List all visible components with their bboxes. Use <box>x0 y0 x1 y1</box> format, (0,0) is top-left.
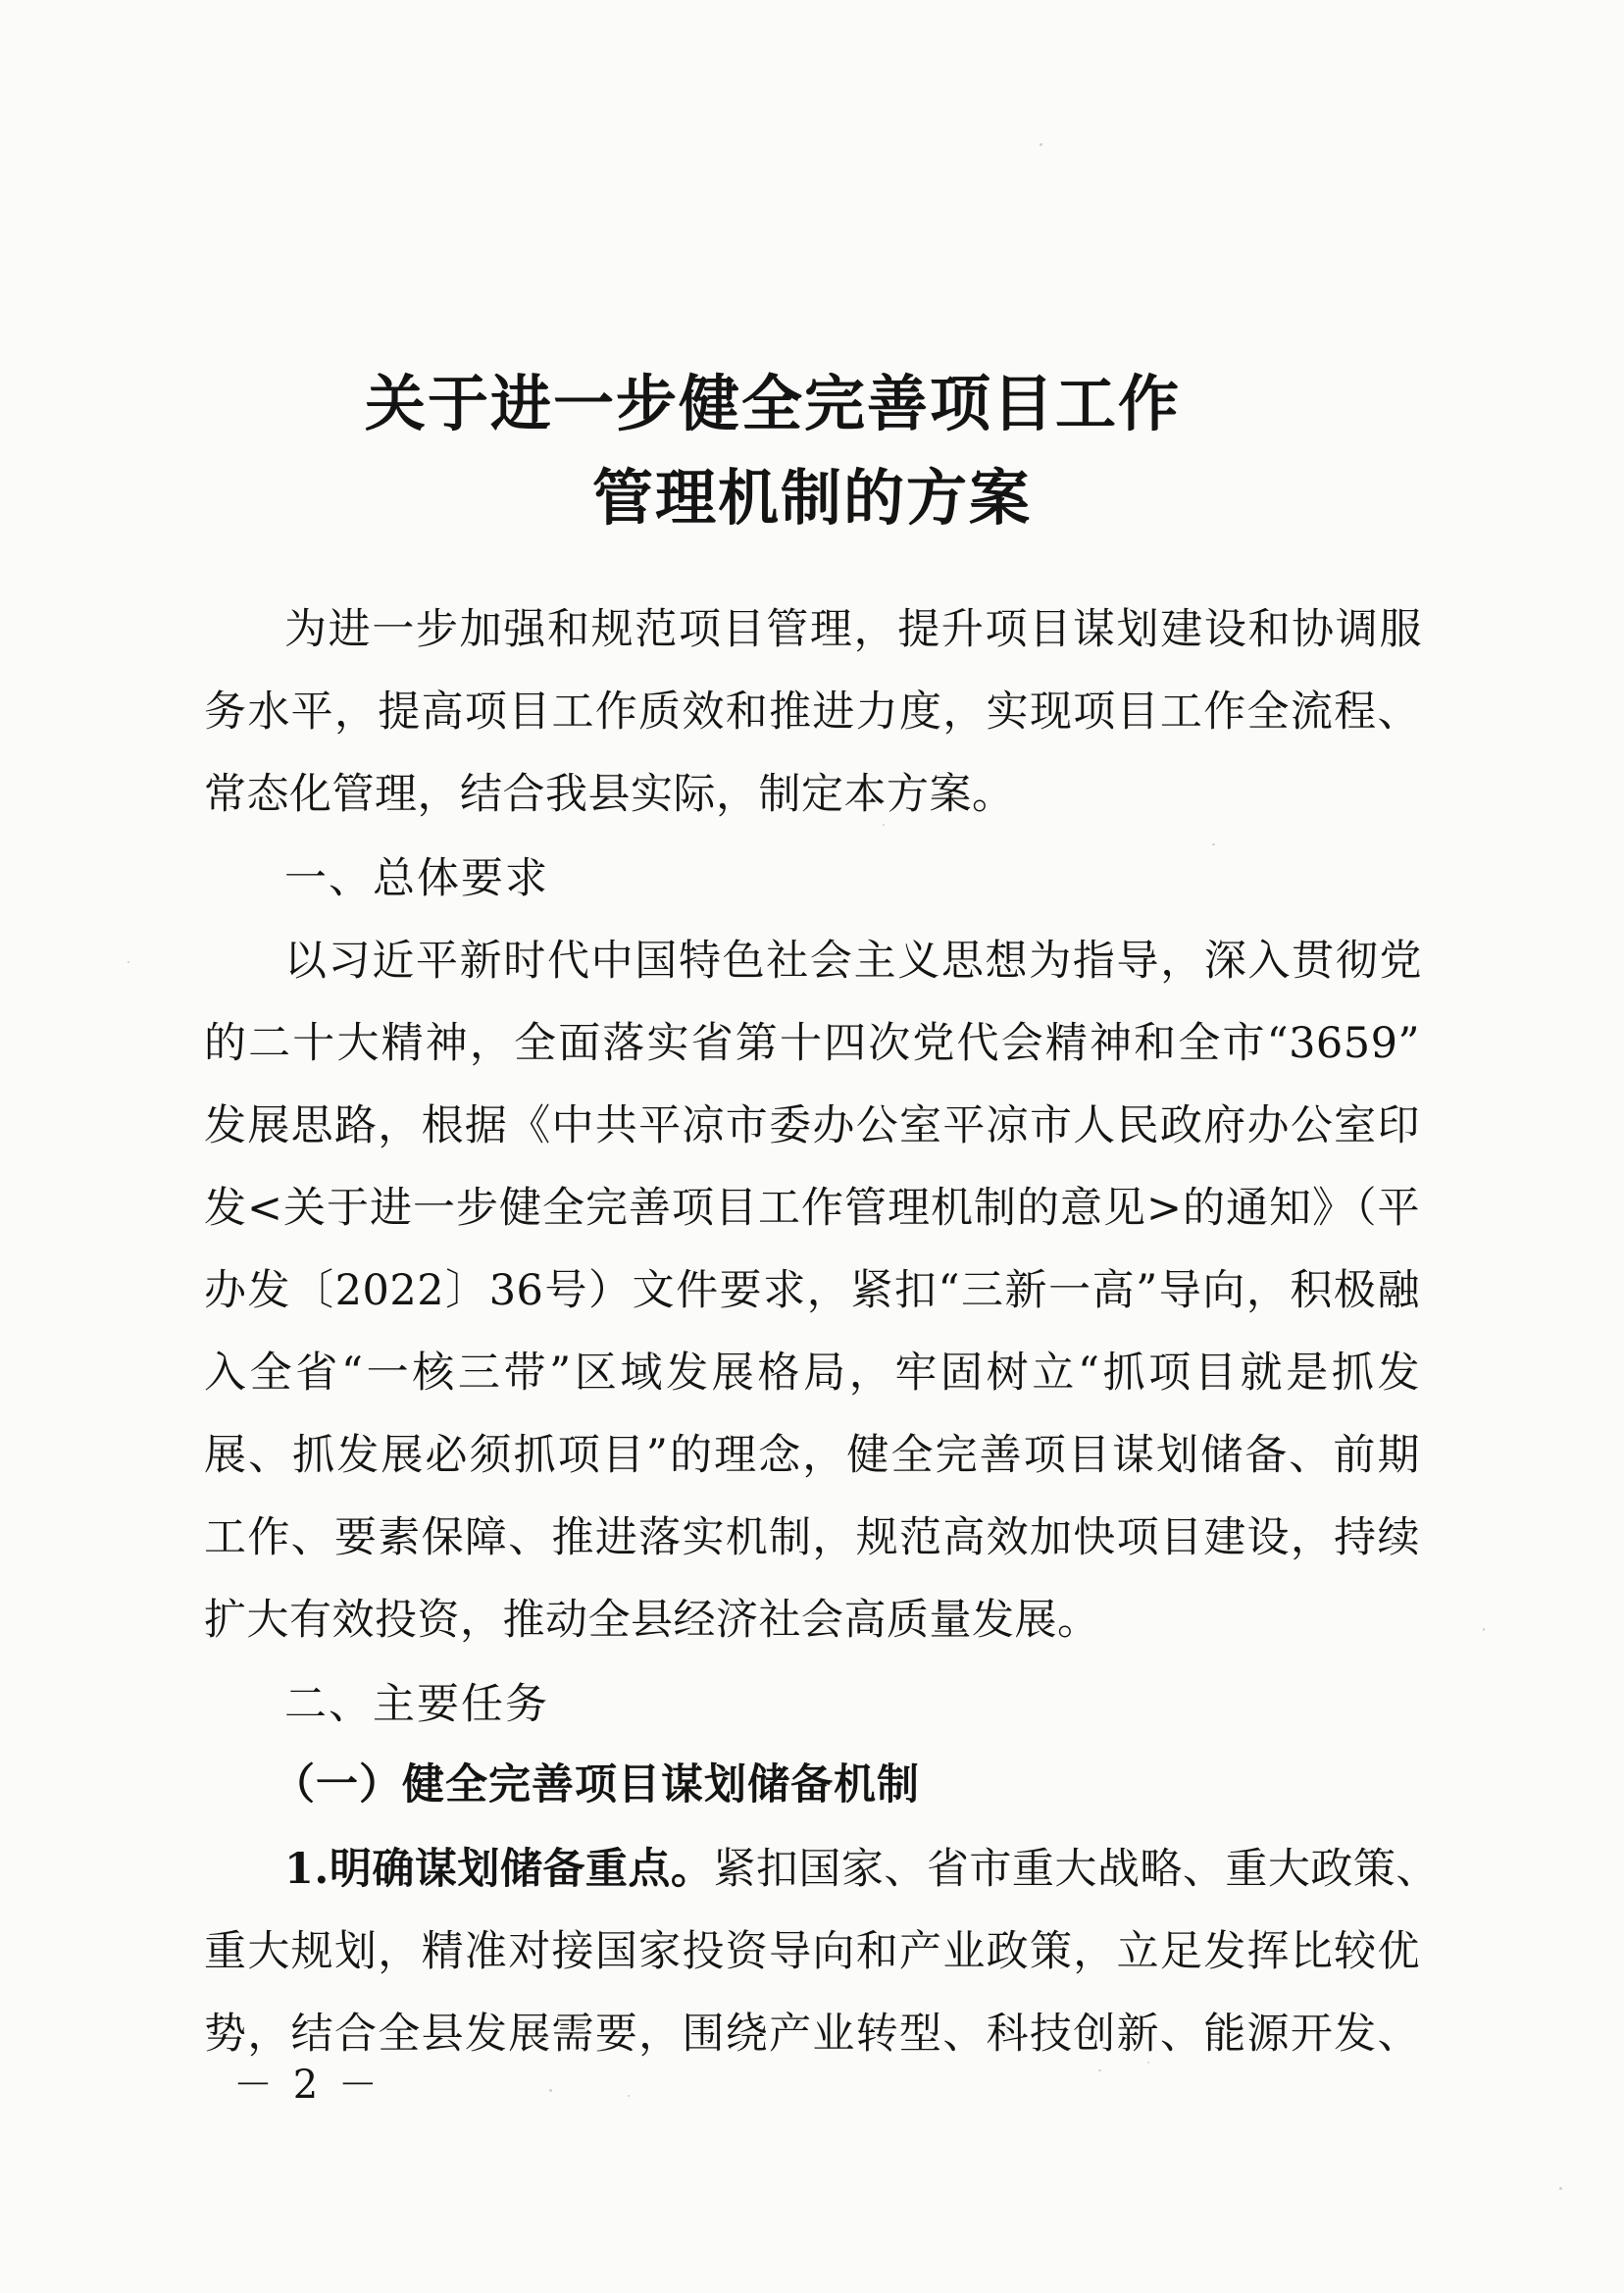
intro-line-1: 为进一步加强和规范项目管理，提升项目谋划建设和协调服 <box>284 605 1422 654</box>
item-1-line-3: 势，结合全县发展需要，围绕产业转型、科技创新、能源开发、 <box>204 2010 1420 2059</box>
scan-speck <box>628 2095 630 2097</box>
page-number: － 2 － <box>233 2063 381 2108</box>
section-1-line-8: 工作、要素保障、推进落实机制，规范高效加快项目建设，持续 <box>204 1513 1420 1562</box>
document-title-line-2: 管理机制的方案 <box>591 462 1032 534</box>
intro-line-2: 务水平，提高项目工作质效和推进力度，实现项目工作全流程、 <box>204 688 1420 737</box>
section-1-line-4: 发<关于进一步健全完善项目工作管理机制的意见>的通知》（平 <box>204 1184 1420 1233</box>
scan-speck <box>1212 843 1215 845</box>
scan-speck <box>1483 1628 1485 1631</box>
item-1-lead: 1.明确谋划储备重点。 <box>284 1845 714 1894</box>
scan-speck <box>1040 143 1042 146</box>
scan-speck <box>1147 2062 1149 2064</box>
section-1-heading: 一、总体要求 <box>284 854 549 903</box>
section-1-line-3: 发展思路，根据《中共平凉市委办公室平凉市人民政府办公室印 <box>204 1101 1420 1150</box>
section-1-line-9: 扩大有效投资，推动全县经济社会高质量发展。 <box>204 1596 1100 1645</box>
section-2-subheading: （一）健全完善项目谋划储备机制 <box>273 1760 920 1809</box>
scan-speck <box>1559 2187 1562 2190</box>
section-1-line-5: 办发〔2022〕36号）文件要求，紧扣“三新一高”导向，积极融 <box>204 1266 1420 1315</box>
document-title-line-1: 关于进一步健全完善项目工作 <box>364 368 1181 439</box>
section-2-heading: 二、主要任务 <box>284 1680 549 1729</box>
item-1-line-1-text: 紧扣国家、省市重大战略、重大政策、 <box>713 1845 1439 1894</box>
section-1-line-7: 展、抓发展必须抓项目”的理念，健全完善项目谋划储备、前期 <box>204 1431 1420 1480</box>
intro-line-3: 常态化管理，结合我县实际，制定本方案。 <box>204 770 1015 819</box>
scan-speck <box>549 2089 552 2092</box>
scan-speck <box>1098 2069 1101 2071</box>
item-1-line-2: 重大规划，精准对接国家投资导向和产业政策，立足发挥比较优 <box>204 1927 1420 1976</box>
section-1-line-6: 入全省“一核三带”区域发展格局，牢固树立“抓项目就是抓发 <box>204 1349 1420 1398</box>
section-1-line-1: 以习近平新时代中国特色社会主义思想为指导，深入贯彻党 <box>284 937 1422 986</box>
scan-speck <box>127 961 129 963</box>
section-1-line-2: 的二十大精神，全面落实省第十四次党代会精神和全市“3659” <box>204 1019 1420 1068</box>
item-1-line-1 <box>284 1840 1439 1899</box>
scan-speck <box>883 824 885 826</box>
